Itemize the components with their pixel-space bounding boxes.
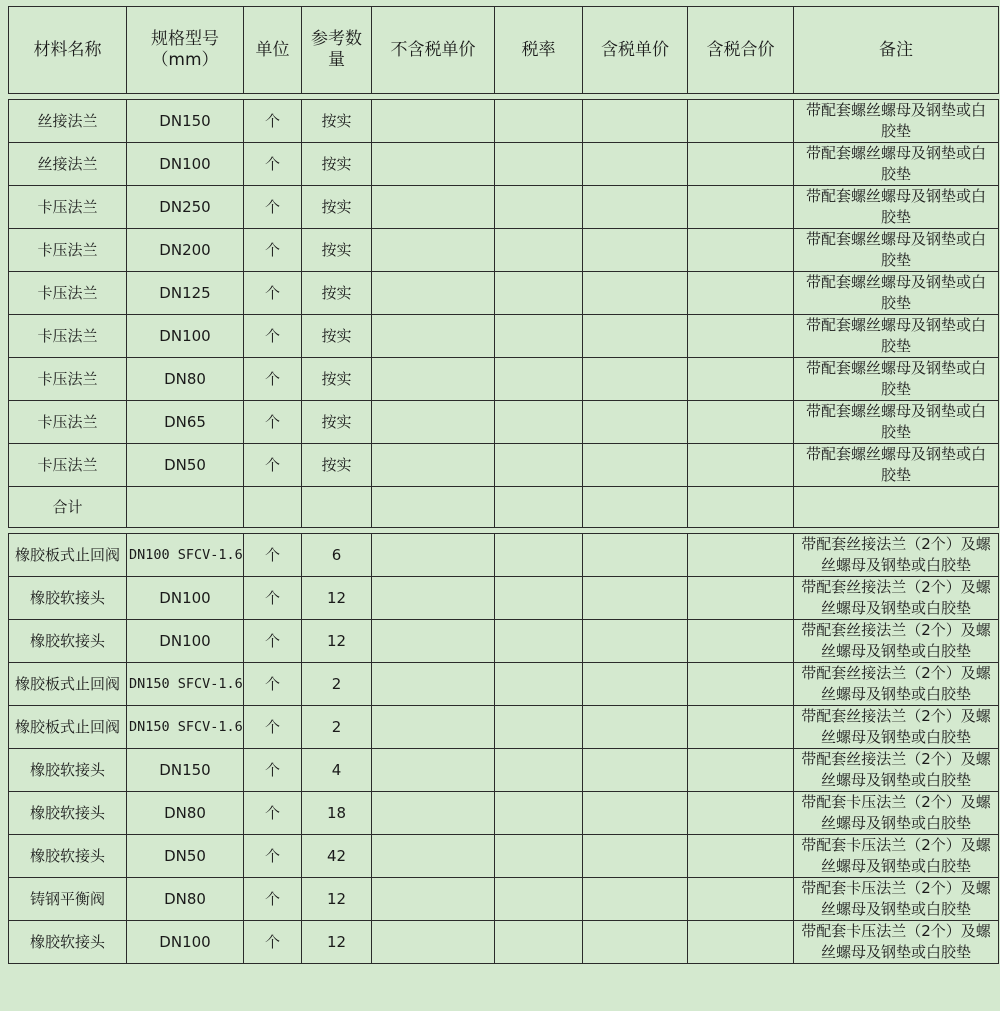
tax-rate-cell	[495, 100, 583, 143]
table-row	[9, 143, 999, 186]
empty-cell	[127, 487, 244, 528]
price-ex-tax-cell	[372, 229, 495, 272]
table-row	[9, 706, 999, 749]
spec-cell: DN50	[127, 444, 244, 487]
table-row	[9, 620, 999, 663]
spec-cell: DN200	[127, 229, 244, 272]
empty-cell	[372, 487, 495, 528]
total-incl-tax-cell	[688, 706, 794, 749]
quantity-cell: 12	[302, 878, 372, 921]
table-row	[9, 272, 999, 315]
tax-rate-cell	[495, 620, 583, 663]
material-name-cell: 丝接法兰	[9, 100, 127, 143]
empty-cell	[302, 487, 372, 528]
tax-rate-cell	[495, 663, 583, 706]
table-row	[9, 534, 999, 577]
quantity-cell: 按实	[302, 315, 372, 358]
unit-cell: 个	[244, 577, 302, 620]
table-row	[9, 663, 999, 706]
price-incl-tax-cell	[583, 534, 688, 577]
quantity-cell: 42	[302, 835, 372, 878]
tax-rate-cell	[495, 749, 583, 792]
total-incl-tax-cell	[688, 921, 794, 964]
remark-cell: 带配套丝接法兰（2个）及螺丝螺母及钢垫或白胶垫	[794, 663, 999, 706]
subtotal-group	[9, 487, 999, 534]
price-ex-tax-cell	[372, 620, 495, 663]
price-ex-tax-cell	[372, 577, 495, 620]
spec-cell: DN150	[127, 749, 244, 792]
tax-rate-cell	[495, 534, 583, 577]
price-ex-tax-cell	[372, 921, 495, 964]
price-incl-tax-cell	[583, 229, 688, 272]
price-incl-tax-cell	[583, 401, 688, 444]
header-cell: 含税合价	[688, 7, 794, 94]
quantity-cell: 按实	[302, 186, 372, 229]
price-ex-tax-cell	[372, 663, 495, 706]
unit-cell: 个	[244, 792, 302, 835]
total-incl-tax-cell	[688, 401, 794, 444]
table-row	[9, 749, 999, 792]
subtotal-label: 合计	[9, 487, 127, 528]
table-row	[9, 921, 999, 964]
price-incl-tax-cell	[583, 272, 688, 315]
price-ex-tax-cell	[372, 272, 495, 315]
material-name-cell: 卡压法兰	[9, 272, 127, 315]
material-name-cell: 橡胶软接头	[9, 835, 127, 878]
price-ex-tax-cell	[372, 186, 495, 229]
header-cell: 材料名称	[9, 7, 127, 94]
price-incl-tax-cell	[583, 577, 688, 620]
price-incl-tax-cell	[583, 921, 688, 964]
unit-cell: 个	[244, 620, 302, 663]
unit-cell: 个	[244, 534, 302, 577]
price-incl-tax-cell	[583, 663, 688, 706]
quantity-cell: 4	[302, 749, 372, 792]
remark-cell: 带配套卡压法兰（2个）及螺丝螺母及钢垫或白胶垫	[794, 878, 999, 921]
unit-cell: 个	[244, 444, 302, 487]
header-cell: 含税单价	[583, 7, 688, 94]
material-name-cell: 卡压法兰	[9, 401, 127, 444]
material-name-cell: 橡胶板式止回阀	[9, 706, 127, 749]
empty-cell	[244, 487, 302, 528]
price-incl-tax-cell	[583, 792, 688, 835]
tax-rate-cell	[495, 835, 583, 878]
material-name-cell: 卡压法兰	[9, 358, 127, 401]
header-cell: 单位	[244, 7, 302, 94]
remark-cell: 带配套螺丝螺母及钢垫或白胶垫	[794, 229, 999, 272]
total-incl-tax-cell	[688, 315, 794, 358]
price-ex-tax-cell	[372, 401, 495, 444]
unit-cell: 个	[244, 835, 302, 878]
price-incl-tax-cell	[583, 444, 688, 487]
remark-cell: 带配套丝接法兰（2个）及螺丝螺母及钢垫或白胶垫	[794, 706, 999, 749]
quantity-cell: 按实	[302, 143, 372, 186]
tax-rate-cell	[495, 577, 583, 620]
empty-cell	[583, 487, 688, 528]
tax-rate-cell	[495, 186, 583, 229]
quantity-cell: 12	[302, 620, 372, 663]
table-row	[9, 792, 999, 835]
remark-cell: 带配套卡压法兰（2个）及螺丝螺母及钢垫或白胶垫	[794, 792, 999, 835]
quantity-cell: 按实	[302, 100, 372, 143]
total-incl-tax-cell	[688, 878, 794, 921]
total-incl-tax-cell	[688, 444, 794, 487]
price-incl-tax-cell	[583, 315, 688, 358]
table-row	[9, 444, 999, 487]
quantity-cell: 按实	[302, 229, 372, 272]
material-name-cell: 橡胶软接头	[9, 577, 127, 620]
tax-rate-cell	[495, 878, 583, 921]
spec-cell: DN65	[127, 401, 244, 444]
remark-cell: 带配套螺丝螺母及钢垫或白胶垫	[794, 272, 999, 315]
tax-rate-cell	[495, 272, 583, 315]
table-row	[9, 100, 999, 143]
price-ex-tax-cell	[372, 835, 495, 878]
remark-cell: 带配套卡压法兰（2个）及螺丝螺母及钢垫或白胶垫	[794, 835, 999, 878]
total-incl-tax-cell	[688, 229, 794, 272]
price-ex-tax-cell	[372, 100, 495, 143]
unit-cell: 个	[244, 143, 302, 186]
quantity-cell: 2	[302, 706, 372, 749]
empty-cell	[688, 487, 794, 528]
price-incl-tax-cell	[583, 706, 688, 749]
tax-rate-cell	[495, 315, 583, 358]
quantity-cell: 按实	[302, 401, 372, 444]
spec-cell: DN100	[127, 315, 244, 358]
price-ex-tax-cell	[372, 792, 495, 835]
tax-rate-cell	[495, 444, 583, 487]
price-incl-tax-cell	[583, 749, 688, 792]
price-ex-tax-cell	[372, 315, 495, 358]
total-incl-tax-cell	[688, 358, 794, 401]
spec-cell: DN100	[127, 620, 244, 663]
spec-cell: DN80	[127, 878, 244, 921]
total-incl-tax-cell	[688, 792, 794, 835]
empty-cell	[495, 487, 583, 528]
table-row	[9, 358, 999, 401]
material-name-cell: 铸钢平衡阀	[9, 878, 127, 921]
price-ex-tax-cell	[372, 143, 495, 186]
spec-cell: DN250	[127, 186, 244, 229]
unit-cell: 个	[244, 749, 302, 792]
remark-cell: 带配套螺丝螺母及钢垫或白胶垫	[794, 186, 999, 229]
price-ex-tax-cell	[372, 706, 495, 749]
tax-rate-cell	[495, 792, 583, 835]
subtotal-row	[9, 487, 999, 528]
header-cell: 备注	[794, 7, 999, 94]
total-incl-tax-cell	[688, 835, 794, 878]
header-cell: 规格型号（mm）	[127, 7, 244, 94]
price-incl-tax-cell	[583, 358, 688, 401]
unit-cell: 个	[244, 706, 302, 749]
price-incl-tax-cell	[583, 835, 688, 878]
empty-cell	[794, 487, 999, 528]
remark-cell: 带配套螺丝螺母及钢垫或白胶垫	[794, 444, 999, 487]
material-name-cell: 橡胶软接头	[9, 749, 127, 792]
spec-cell: DN80	[127, 358, 244, 401]
material-name-cell: 卡压法兰	[9, 186, 127, 229]
unit-cell: 个	[244, 663, 302, 706]
spec-cell: DN80	[127, 792, 244, 835]
quantity-cell: 12	[302, 921, 372, 964]
table-row	[9, 229, 999, 272]
remark-cell: 带配套螺丝螺母及钢垫或白胶垫	[794, 358, 999, 401]
price-incl-tax-cell	[583, 143, 688, 186]
spec-cell: DN150	[127, 100, 244, 143]
unit-cell: 个	[244, 100, 302, 143]
header-cell: 不含税单价	[372, 7, 495, 94]
unit-cell: 个	[244, 229, 302, 272]
total-incl-tax-cell	[688, 272, 794, 315]
tax-rate-cell	[495, 401, 583, 444]
tax-rate-cell	[495, 358, 583, 401]
price-incl-tax-cell	[583, 186, 688, 229]
quantity-cell: 6	[302, 534, 372, 577]
table-row	[9, 577, 999, 620]
spec-cell: DN100	[127, 921, 244, 964]
unit-cell: 个	[244, 921, 302, 964]
material-name-cell: 卡压法兰	[9, 444, 127, 487]
table-row	[9, 186, 999, 229]
materials-quote-table	[8, 6, 999, 964]
table-row	[9, 401, 999, 444]
table-row	[9, 835, 999, 878]
quantity-cell: 18	[302, 792, 372, 835]
price-incl-tax-cell	[583, 878, 688, 921]
unit-cell: 个	[244, 315, 302, 358]
price-ex-tax-cell	[372, 444, 495, 487]
price-ex-tax-cell	[372, 358, 495, 401]
remark-cell: 带配套螺丝螺母及钢垫或白胶垫	[794, 401, 999, 444]
material-name-cell: 丝接法兰	[9, 143, 127, 186]
remark-cell: 带配套螺丝螺母及钢垫或白胶垫	[794, 143, 999, 186]
material-name-cell: 卡压法兰	[9, 229, 127, 272]
remark-cell: 带配套丝接法兰（2个）及螺丝螺母及钢垫或白胶垫	[794, 620, 999, 663]
unit-cell: 个	[244, 358, 302, 401]
remark-cell: 带配套卡压法兰（2个）及螺丝螺母及钢垫或白胶垫	[794, 921, 999, 964]
total-incl-tax-cell	[688, 620, 794, 663]
remark-cell: 带配套丝接法兰（2个）及螺丝螺母及钢垫或白胶垫	[794, 577, 999, 620]
header-cell: 税率	[495, 7, 583, 94]
material-name-cell: 橡胶软接头	[9, 792, 127, 835]
spec-cell: DN150 SFCV-1.6	[127, 706, 244, 749]
total-incl-tax-cell	[688, 186, 794, 229]
material-name-cell: 橡胶软接头	[9, 620, 127, 663]
price-ex-tax-cell	[372, 534, 495, 577]
total-incl-tax-cell	[688, 577, 794, 620]
spec-cell: DN125	[127, 272, 244, 315]
spec-cell: DN50	[127, 835, 244, 878]
total-incl-tax-cell	[688, 749, 794, 792]
spec-cell: DN150 SFCV-1.6	[127, 663, 244, 706]
flange-group	[9, 100, 999, 487]
remark-cell: 带配套螺丝螺母及钢垫或白胶垫	[794, 100, 999, 143]
quantity-cell: 按实	[302, 444, 372, 487]
remark-cell: 带配套丝接法兰（2个）及螺丝螺母及钢垫或白胶垫	[794, 749, 999, 792]
table-row	[9, 315, 999, 358]
unit-cell: 个	[244, 272, 302, 315]
spec-cell: DN100	[127, 143, 244, 186]
material-name-cell: 橡胶板式止回阀	[9, 534, 127, 577]
material-name-cell: 橡胶软接头	[9, 921, 127, 964]
spec-cell: DN100 SFCV-1.6	[127, 534, 244, 577]
tax-rate-cell	[495, 229, 583, 272]
remark-cell: 带配套螺丝螺母及钢垫或白胶垫	[794, 315, 999, 358]
quantity-cell: 按实	[302, 272, 372, 315]
material-name-cell: 橡胶板式止回阀	[9, 663, 127, 706]
tax-rate-cell	[495, 706, 583, 749]
quantity-cell: 2	[302, 663, 372, 706]
tax-rate-cell	[495, 143, 583, 186]
total-incl-tax-cell	[688, 100, 794, 143]
table-row	[9, 878, 999, 921]
unit-cell: 个	[244, 401, 302, 444]
unit-cell: 个	[244, 186, 302, 229]
price-ex-tax-cell	[372, 878, 495, 921]
tax-rate-cell	[495, 921, 583, 964]
material-name-cell: 卡压法兰	[9, 315, 127, 358]
quantity-cell: 按实	[302, 358, 372, 401]
valve-joint-group	[9, 534, 999, 964]
price-incl-tax-cell	[583, 100, 688, 143]
spec-cell: DN100	[127, 577, 244, 620]
quantity-cell: 12	[302, 577, 372, 620]
header-cell: 参考数量	[302, 7, 372, 94]
price-ex-tax-cell	[372, 749, 495, 792]
total-incl-tax-cell	[688, 534, 794, 577]
header-row	[9, 7, 999, 94]
unit-cell: 个	[244, 878, 302, 921]
total-incl-tax-cell	[688, 143, 794, 186]
remark-cell: 带配套丝接法兰（2个）及螺丝螺母及钢垫或白胶垫	[794, 534, 999, 577]
total-incl-tax-cell	[688, 663, 794, 706]
price-incl-tax-cell	[583, 620, 688, 663]
